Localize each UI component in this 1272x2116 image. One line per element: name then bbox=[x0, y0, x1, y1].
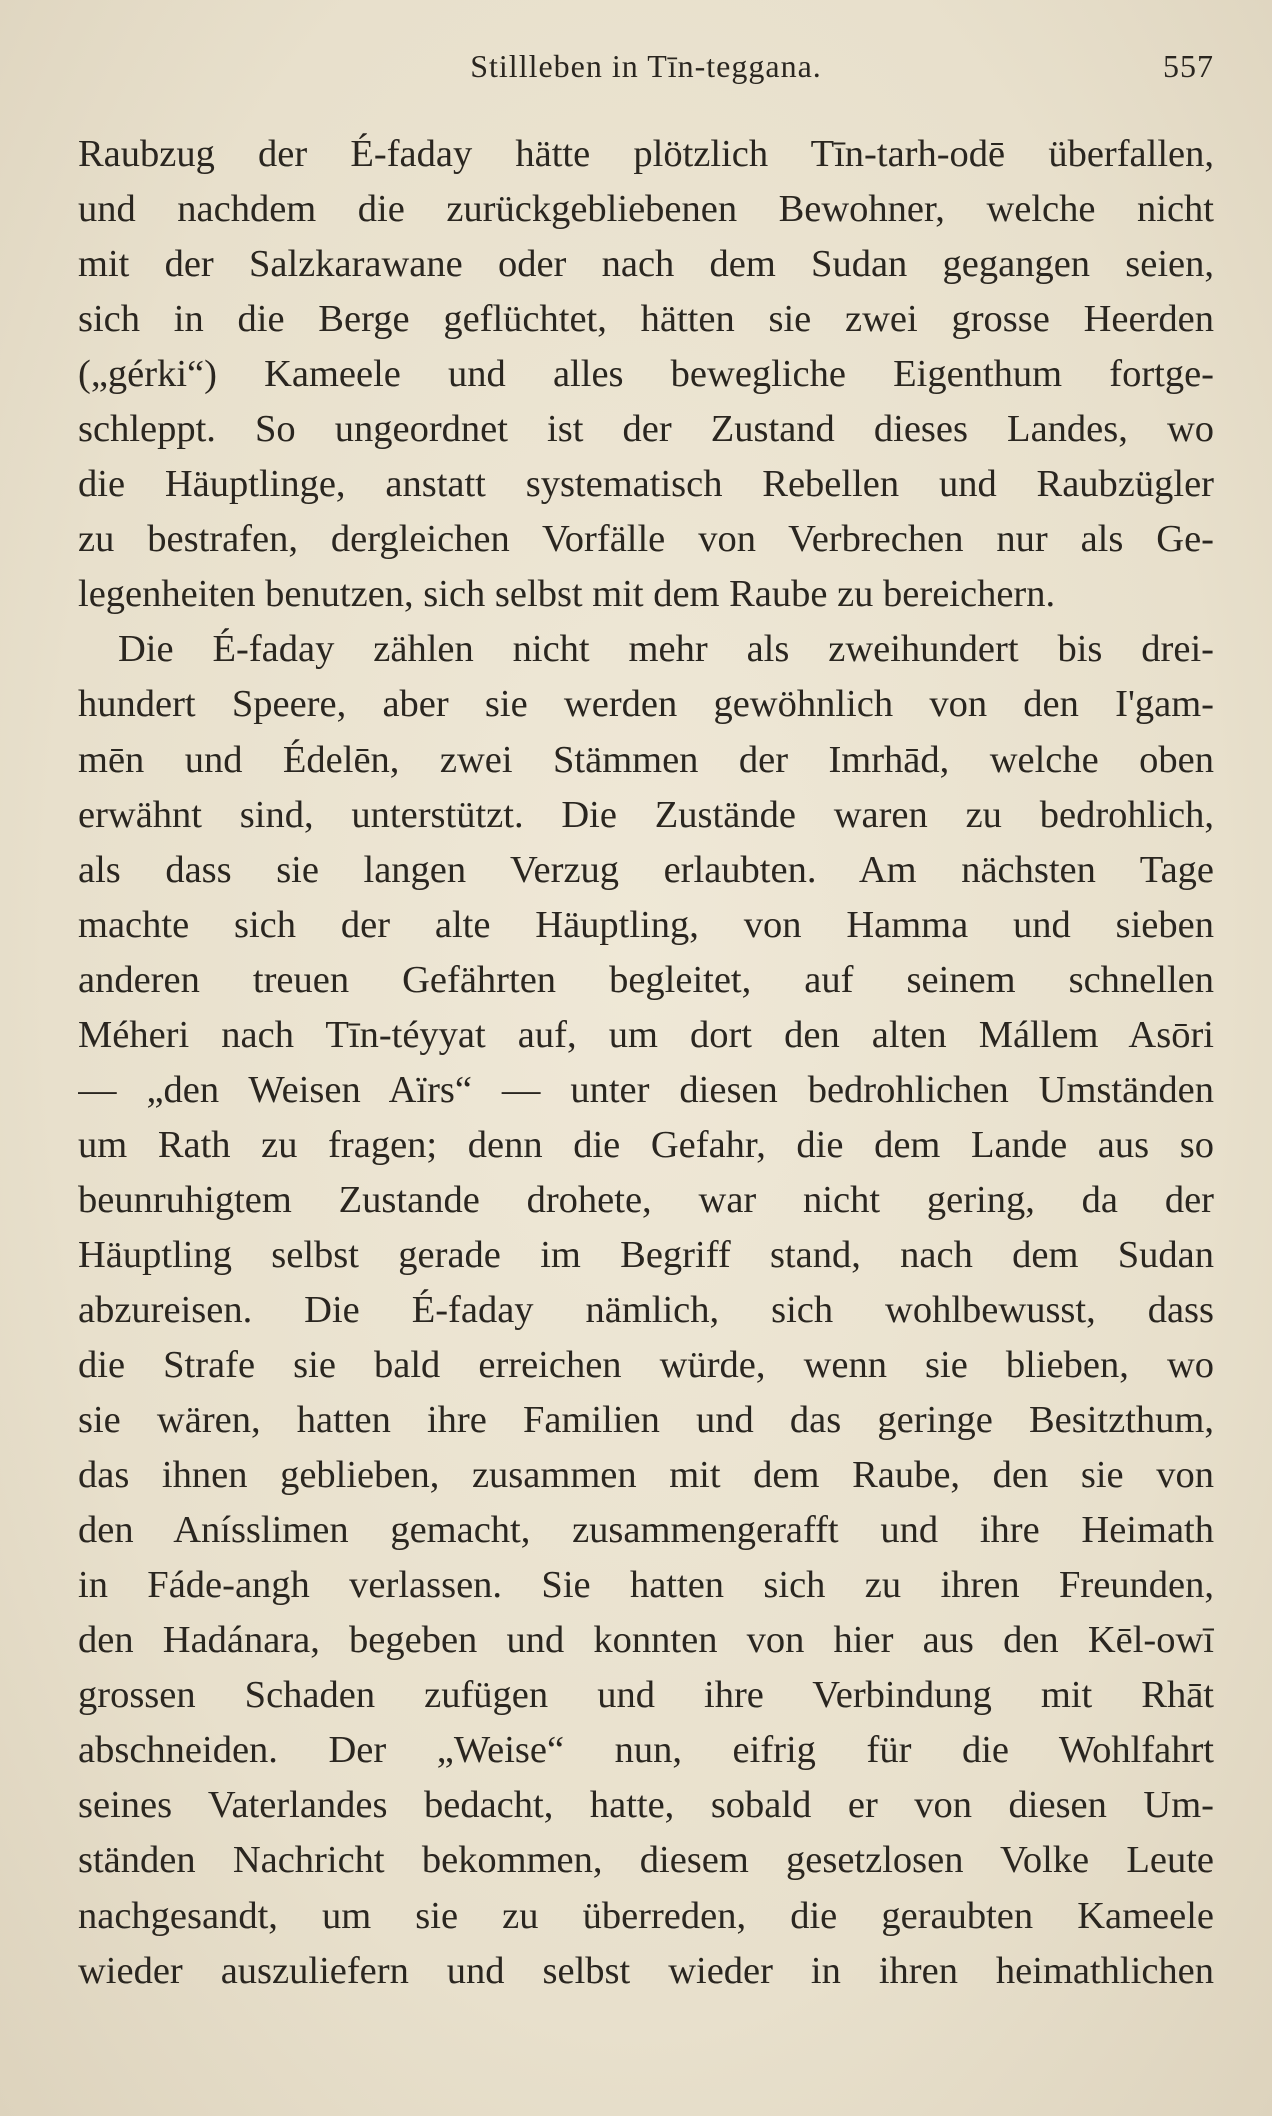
text-line: abschneiden. Der „Weise“ nun, eifrig für die Wohlfahrt bbox=[78, 1729, 1214, 1772]
text-line: ständen Nachricht bekommen, diesem gesetzlosen Volke Leute bbox=[78, 1839, 1214, 1882]
text-line: seines Vaterlandes bedacht, hatte, sobald er von diesen Um- bbox=[78, 1784, 1214, 1827]
text-line: anderen treuen Gefährten begleitet, auf seinem schnellen bbox=[78, 958, 1214, 1001]
text-line: abzureisen. Die É-faday nämlich, sich wohlbewusst, dass bbox=[78, 1288, 1214, 1331]
text-line: erwähnt sind, unterstützt. Die Zustände waren zu bedrohlich, bbox=[78, 793, 1214, 836]
text-line: mit der Salzkarawane oder nach dem Sudan gegangen seien, bbox=[78, 243, 1214, 286]
page-number: 557 bbox=[1163, 48, 1214, 84]
text-line: den Hadánara, begeben und konnten von hier aus den Kēl-owī bbox=[78, 1619, 1214, 1662]
page-header bbox=[78, 48, 1214, 98]
paragraph-2 bbox=[78, 622, 1214, 1998]
paragraph-1 bbox=[78, 127, 1214, 622]
text-line: sich in die Berge geflüchtet, hätten sie zwei grosse Heerden bbox=[78, 298, 1214, 341]
text-line: den Anísslimen gemacht, zusammengerafft und ihre Heimath bbox=[78, 1509, 1214, 1552]
text-line: legenheiten benutzen, sich selbst mit dem Raube zu bereichern. bbox=[78, 573, 1056, 616]
text-line: und nachdem die zurückgebliebenen Bewohner, welche nicht bbox=[78, 188, 1214, 231]
text-line: Häuptling selbst gerade im Begriff stand, nach dem Sudan bbox=[78, 1233, 1214, 1276]
text-line: hundert Speere, aber sie werden gewöhnlich von den I'gam- bbox=[78, 683, 1214, 726]
text-line: zu bestrafen, dergleichen Vorfälle von Verbrechen nur als Ge- bbox=[78, 518, 1214, 561]
text-line: nachgesandt, um sie zu überreden, die geraubten Kameele bbox=[78, 1894, 1214, 1937]
text-line: schleppt. So ungeordnet ist der Zustand dieses Landes, wo bbox=[78, 408, 1214, 451]
text-line: grossen Schaden zufügen und ihre Verbindung mit Rhāt bbox=[78, 1674, 1214, 1717]
text-line: um Rath zu fragen; denn die Gefahr, die dem Lande aus so bbox=[78, 1123, 1214, 1166]
text-line: das ihnen geblieben, zusammen mit dem Raube, den sie von bbox=[78, 1454, 1214, 1497]
body-text bbox=[78, 127, 1214, 1999]
text-line: sie wären, hatten ihre Familien und das geringe Besitzthum, bbox=[78, 1399, 1214, 1442]
text-line: die Strafe sie bald erreichen würde, wenn sie blieben, wo bbox=[78, 1344, 1214, 1387]
running-title: Stillleben in Tīn-teggana. bbox=[470, 48, 822, 84]
text-line: machte sich der alte Häuptling, von Hamma und sieben bbox=[78, 903, 1214, 946]
text-line: („gérki“) Kameele und alles bewegliche Eigenthum fortge- bbox=[78, 353, 1214, 396]
text-line: beunruhigtem Zustande drohete, war nicht gering, da der bbox=[78, 1178, 1214, 1221]
text-line: wieder auszuliefern und selbst wieder in ihren heimathlichen bbox=[78, 1949, 1214, 1992]
text-line: — „den Weisen Aïrs“ — unter diesen bedrohlichen Umständen bbox=[78, 1068, 1214, 1111]
text-line: die Häuptlinge, anstatt systematisch Rebellen und Raubzügler bbox=[78, 463, 1214, 506]
text-line: mēn und Édelēn, zwei Stämmen der Imrhād, welche oben bbox=[78, 738, 1214, 781]
text-line: Méheri nach Tīn-téyyat auf, um dort den alten Mállem Asōri bbox=[78, 1013, 1214, 1056]
text-line: Raubzug der É-faday hätte plötzlich Tīn-tarh-odē überfallen, bbox=[78, 133, 1214, 175]
text-line: Die É-faday zählen nicht mehr als zweihundert bis drei- bbox=[118, 628, 1214, 671]
text-line: in Fáde-angh verlassen. Sie hatten sich zu ihren Freunden, bbox=[78, 1564, 1214, 1607]
text-line: als dass sie langen Verzug erlaubten. Am nächsten Tage bbox=[78, 848, 1214, 891]
